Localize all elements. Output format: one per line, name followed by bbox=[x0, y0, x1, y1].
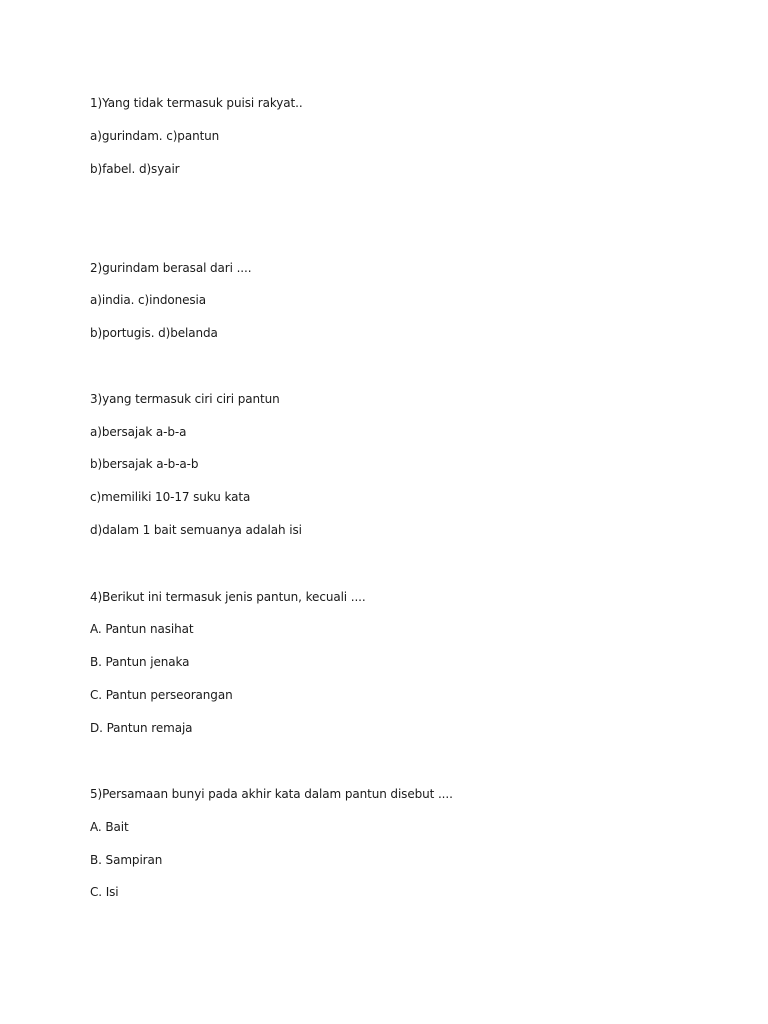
question-4-option-a: A. Pantun nasihat bbox=[90, 622, 194, 636]
question-5-option-a: A. Bait bbox=[90, 820, 129, 834]
question-4-option-b: B. Pantun jenaka bbox=[90, 655, 190, 669]
question-5-text: 5)Persamaan bunyi pada akhir kata dalam pantun disebut .... bbox=[90, 787, 453, 801]
question-1-option-a-c: a)gurindam. c)pantun bbox=[90, 129, 220, 143]
question-3-option-a: a)bersajak a-b-a bbox=[90, 425, 187, 439]
question-3-option-b: b)bersajak a-b-a-b bbox=[90, 457, 199, 471]
question-5-option-b: B. Sampiran bbox=[90, 853, 163, 867]
question-3-text: 3)yang termasuk ciri ciri pantun bbox=[90, 392, 280, 406]
question-5-option-c: C. Isi bbox=[90, 885, 119, 899]
question-4-text: 4)Berikut ini termasuk jenis pantun, kecuali .... bbox=[90, 590, 366, 604]
question-3-option-c: c)memiliki 10-17 suku kata bbox=[90, 490, 251, 504]
question-4-option-d: D. Pantun remaja bbox=[90, 721, 193, 735]
question-4-option-c: C. Pantun perseorangan bbox=[90, 688, 233, 702]
question-2-option-b-d: b)portugis. d)belanda bbox=[90, 326, 218, 340]
question-2-text: 2)gurindam berasal dari .... bbox=[90, 261, 252, 275]
question-1-option-b-d: b)fabel. d)syair bbox=[90, 162, 180, 176]
question-2-option-a-c: a)india. c)indonesia bbox=[90, 293, 207, 307]
question-3-option-d: d)dalam 1 bait semuanya adalah isi bbox=[90, 523, 302, 537]
question-1-text: 1)Yang tidak termasuk puisi rakyat.. bbox=[90, 96, 303, 110]
